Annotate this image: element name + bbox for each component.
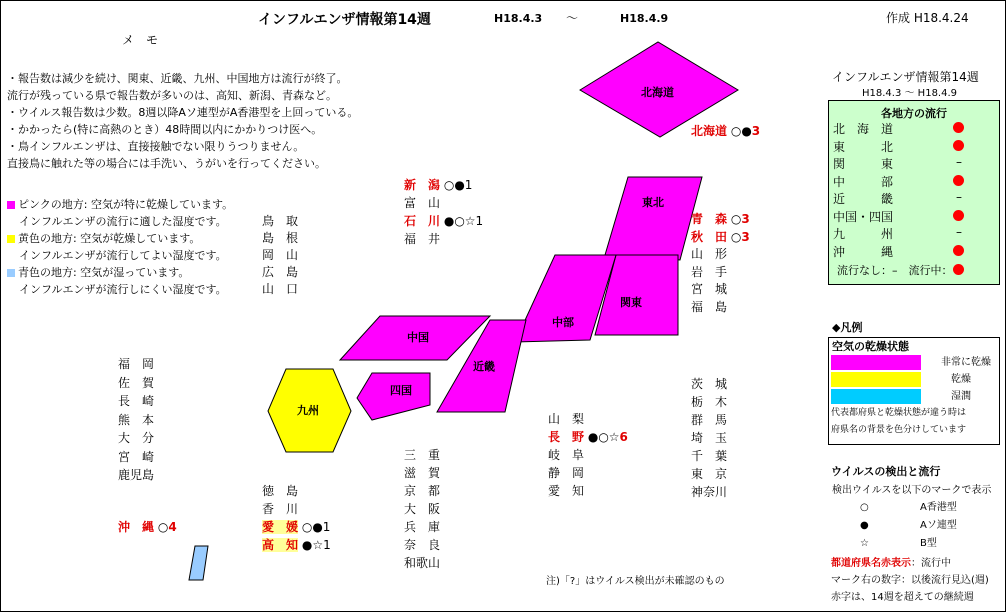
- status-row: [833, 243, 893, 260]
- pref-kyoto: 京 都: [404, 484, 441, 498]
- pref-ehime: 愛 媛: [262, 520, 299, 534]
- virus-legend: ○ A香港型 ● Aソ連型 ☆ B型: [860, 499, 957, 553]
- region-status-box: [828, 100, 1000, 285]
- status-row: [833, 208, 893, 225]
- footnote: 注)「?」はウイルス検出が未確認のもの: [546, 576, 725, 587]
- pref-gunma: 群 馬: [691, 413, 728, 427]
- red-note: 都道府県名赤表示：流行中: [831, 558, 951, 569]
- pref-nagano: 長 野: [548, 430, 585, 444]
- status-mark: –: [956, 155, 962, 169]
- status-region-name: 東 北: [833, 139, 894, 154]
- page-title: インフルエンザ情報第14週: [258, 12, 431, 28]
- created-date: 作成 H18.4.24: [886, 11, 969, 25]
- pref-osaka: 大 阪: [404, 502, 441, 516]
- pref-ishikawa: 石 川: [404, 214, 441, 228]
- status-row: [833, 120, 893, 137]
- memo-line: 直接鳥に触れた等の場合には手洗い、うがいを行ってください。: [7, 157, 326, 170]
- status-region-name: 沖 縄: [833, 244, 894, 259]
- status-mark: –: [956, 190, 962, 204]
- pref-nara: 奈 良: [404, 538, 441, 552]
- date-tilde: 〜: [566, 11, 579, 25]
- pref-tochigi: 栃 木: [691, 395, 728, 409]
- pref-kanagawa: 神奈川: [691, 485, 728, 499]
- pref-mie: 三 重: [404, 448, 441, 462]
- memo-line: ・かかったら(特に高熱のとき）48時間以内にかかりつけ医へ。: [7, 123, 323, 136]
- status-region-name: 中国・四国: [833, 209, 894, 224]
- date-to: H18.4.9: [620, 12, 669, 25]
- pref-kochi: 高 知: [262, 538, 299, 552]
- sidebar-dates: H18.4.3 〜 H18.4.9: [862, 88, 958, 99]
- pref-nagasaki: 長 崎: [118, 394, 155, 408]
- pref-niigata: 新 潟: [404, 178, 441, 192]
- pref-fukushima: 福 島: [691, 299, 728, 314]
- status-footer: 流行なし：– 流行中：: [837, 264, 964, 278]
- pref-aichi: 愛 知: [548, 484, 585, 498]
- virus-heading: ウイルスの検出と流行: [831, 465, 941, 478]
- label-shikoku: 四国: [390, 384, 412, 397]
- label-chubu: 中部: [552, 316, 574, 329]
- pref-fukui: 福 井: [404, 232, 441, 246]
- chubu-prefs: 山 梨 長 野 ●○☆6 岐 阜 静 岡 愛 知: [548, 412, 628, 498]
- pref-yamaguchi: 山 口: [262, 282, 299, 296]
- blue-note-2: インフルエンザが流行しにくい湿度です。: [19, 283, 227, 296]
- pref-yamagata: 山 形: [691, 247, 728, 261]
- pref-aomori: 青 森: [691, 212, 728, 226]
- date-from: H18.4.3: [494, 12, 543, 25]
- pref-ibaraki: 茨 城: [691, 377, 728, 391]
- virus-mark: ●: [860, 520, 869, 531]
- memo-line: ・鳥インフルエンザは、直接接触でない限りうつりません。: [7, 140, 305, 153]
- status-mark: [953, 210, 964, 221]
- tohoku-prefs: 青 森 ○3 秋 田 ○3 山 形 岩 手 宮 城 福 島: [691, 211, 750, 316]
- pref-tokyo: 東 京: [691, 467, 728, 481]
- pref-wakayama: 和歌山: [404, 556, 441, 570]
- yellow-note: 黄色の地方: 空気が乾燥しています。: [18, 232, 201, 245]
- kyushu-prefs: [118, 355, 154, 485]
- pref-hiroshima: 広 島: [262, 265, 299, 279]
- status-row: [833, 138, 893, 155]
- swatch-very-dry: [831, 355, 921, 370]
- status-mark: –: [956, 225, 962, 239]
- mismatch-note: 代表都府県と乾燥状態が違う時は 府県名の背景を色分けしています: [831, 408, 967, 435]
- pref-hyogo: 兵 庫: [404, 520, 441, 534]
- pref-fukuoka: 福 岡: [118, 357, 155, 371]
- memo-line: 流行が残っている県で報告数が多いのは、高知、新潟、青森など。: [7, 89, 337, 102]
- pref-tottori: 鳥 取: [262, 214, 299, 228]
- pref-saitama: 埼 玉: [691, 431, 728, 445]
- dryness-legend: [828, 337, 1000, 445]
- virus-mark: ○: [860, 502, 869, 513]
- pref-toyama: 富 山: [404, 196, 441, 210]
- status-region-name: 北 海 道: [833, 122, 894, 136]
- pref-shizuoka: 静 岡: [548, 466, 585, 480]
- pref-tokushima: 徳 島: [262, 484, 299, 498]
- status-region-name: 近 畿: [833, 192, 894, 206]
- pref-saga: 佐 賀: [118, 375, 155, 390]
- pref-kumamoto: 熊 本: [118, 412, 155, 427]
- dryness-heading: 空気の乾燥状態: [832, 340, 909, 353]
- status-row: [833, 155, 962, 172]
- memo-line: ・ウイルス報告数は少数。8週以降Aソ連型がA香港型を上回っている。: [7, 106, 359, 119]
- label-kyushu: 九州: [297, 404, 319, 417]
- pref-gifu: 岐 阜: [548, 448, 585, 462]
- pref-kagoshima: 鹿児島: [118, 468, 155, 482]
- kanto-prefs: [691, 375, 727, 501]
- label-tohoku: 東北: [642, 196, 664, 209]
- status-row: [833, 173, 893, 190]
- pref-kagawa: 香 川: [262, 502, 299, 516]
- kinki-prefs: [404, 446, 440, 572]
- status-row: [833, 225, 962, 242]
- region-okinawa: [189, 546, 208, 580]
- virus-mark: ☆: [860, 538, 869, 549]
- status-region-name: 中 部: [833, 174, 894, 189]
- legend-heading: ◆凡例: [832, 321, 863, 334]
- pref-okinawa-row: 沖 縄 ○4: [118, 520, 177, 534]
- label-chugoku: 中国: [407, 331, 429, 344]
- status-mark: [953, 245, 964, 256]
- pref-hokkaido: 北海道 ○●3: [691, 124, 761, 138]
- status-dot-icon: [953, 264, 964, 275]
- memo-line: ・報告数は減少を続け、関東、近畿、九州、中国地方は流行が終了。: [7, 72, 348, 85]
- pref-akita: 秋 田: [691, 229, 728, 244]
- swatch-dry: [831, 372, 921, 387]
- status-heading: 各地方の流行: [881, 107, 947, 120]
- label-kanto: 関東: [620, 296, 642, 309]
- pref-yamanashi: 山 梨: [548, 412, 585, 426]
- mark-note: マーク右の数字：以後流行見込(週): [831, 575, 989, 586]
- pref-miyagi: 宮 城: [691, 282, 728, 296]
- sidebar-title: インフルエンザ情報第14週: [832, 70, 979, 84]
- status-row: [833, 190, 962, 207]
- pref-oita: 大 分: [118, 431, 155, 445]
- status-mark: [953, 140, 964, 151]
- label-kinki: 近畿: [473, 360, 495, 373]
- pref-miyazaki: 宮 崎: [118, 449, 155, 464]
- pref-iwate: 岩 手: [691, 264, 728, 279]
- pref-shiga: 滋 賀: [404, 466, 441, 480]
- pink-note: ピンクの地方: 空気が特に乾燥しています。: [18, 198, 234, 211]
- pref-okayama: 岡 山: [262, 248, 299, 262]
- memo-heading: メ モ: [122, 33, 159, 47]
- pref-okinawa: 沖 縄: [118, 520, 155, 534]
- pref-chiba: 千 葉: [691, 449, 728, 463]
- pref-shimane: 島 根: [262, 231, 299, 245]
- label-humid: 湿潤: [951, 391, 971, 402]
- label-dry: 乾燥: [951, 374, 971, 385]
- blue-note: 青色の地方: 空気が湿っています。: [18, 266, 190, 279]
- yellow-note-2: インフルエンザが流行してよい湿度です。: [19, 249, 227, 262]
- shikoku-prefs: 徳 島 香 川 愛 媛 ○●1 高 知 ●☆1: [262, 484, 331, 552]
- last-note: 赤字は、14週を超えての継続週: [831, 592, 974, 603]
- label-hokkaido: 北海道: [641, 86, 674, 99]
- pink-note-2: インフルエンザの流行に適した湿度です。: [19, 215, 227, 228]
- status-mark: [953, 175, 964, 186]
- virus-sub: 検出ウイルスを以下のマークで表示: [832, 485, 992, 496]
- status-region-name: 九 州: [833, 227, 894, 241]
- status-region-name: 関 東: [833, 157, 894, 171]
- label-very-dry: 非常に乾燥: [941, 357, 991, 368]
- swatch-humid: [831, 389, 921, 404]
- status-mark: [953, 122, 964, 133]
- region-tohoku: [605, 177, 702, 260]
- hokuriku-prefs: 新 潟 ○●1 富 山 石 川 ●○☆1 福 井: [404, 178, 484, 246]
